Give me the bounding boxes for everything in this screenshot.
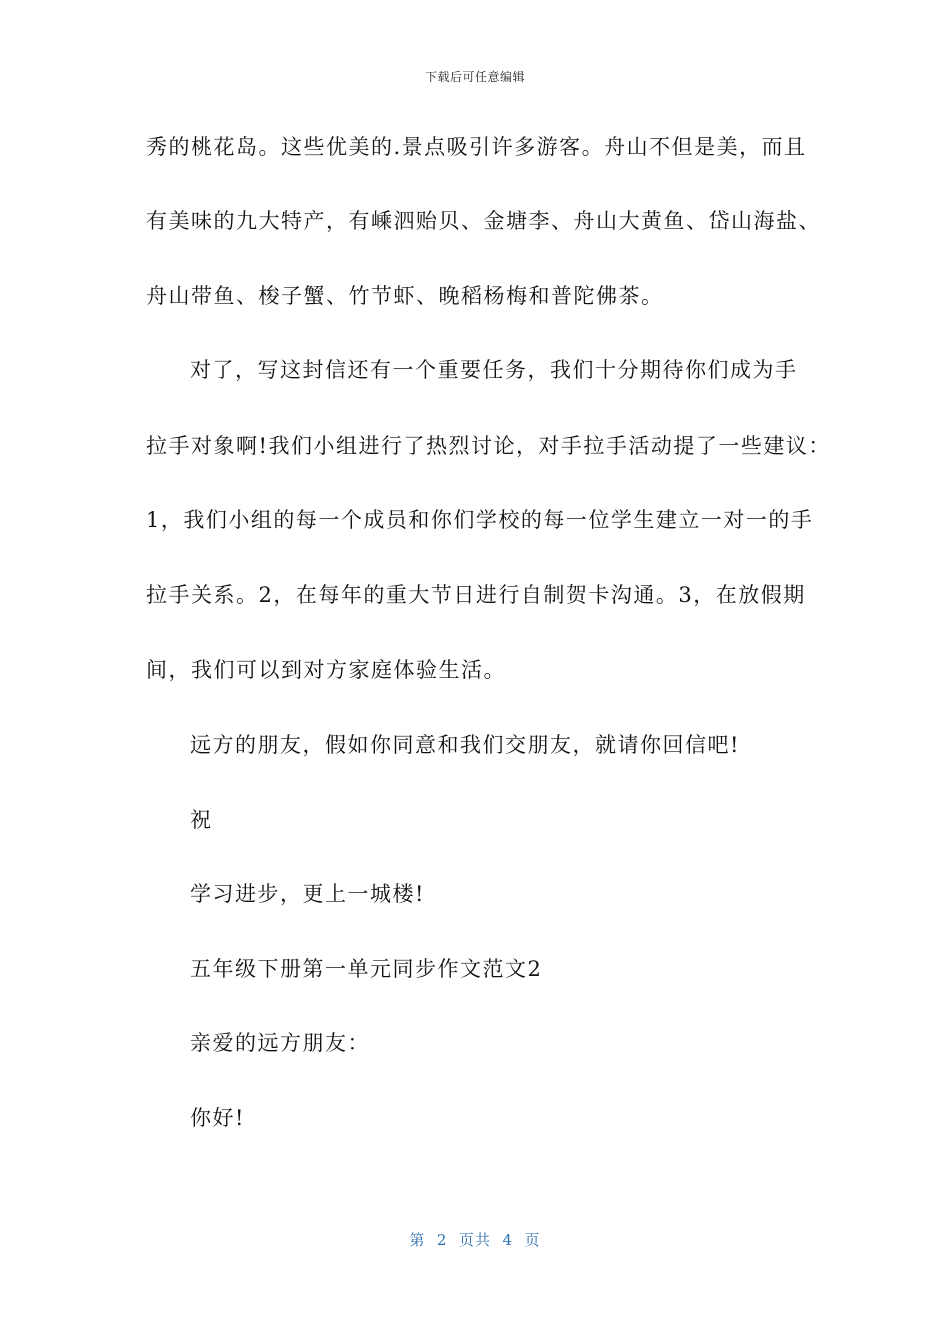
body-line: 拉手关系。2，在每年的重大节日进行自制贺卡沟通。3，在放假期 — [146, 583, 806, 607]
body-line: 1，我们小组的每一个成员和你们学校的每一位学生建立一对一的手 — [146, 508, 814, 532]
body-line: 秀的桃花岛。这些优美的.景点吸引许多游客。舟山不但是美，而且 — [146, 135, 807, 159]
body-line: 拉手对象啊!我们小组进行了热烈讨论，对手拉手活动提了一些建议： — [146, 434, 831, 458]
salutation: 亲爱的远方朋友： — [190, 1031, 370, 1055]
page-number: 第 2 页共 4 页 — [409, 1231, 541, 1249]
body-line: 对了，写这封信还有一个重要任务，我们十分期待你们成为手 — [190, 358, 798, 382]
greeting: 你好! — [190, 1106, 245, 1130]
section-heading: 五年级下册第一单元同步作文范文2 — [190, 957, 543, 981]
body-line: 远方的朋友，假如你同意和我们交朋友，就请你回信吧! — [190, 733, 740, 757]
body-line: 有美味的九大特产，有嵊泗贻贝、金塘李、舟山大黄鱼、岱山海盐、 — [146, 209, 821, 233]
body-line: 学习进步，更上一城楼! — [190, 882, 425, 906]
body-line: 间，我们可以到对方家庭体验生活。 — [146, 658, 506, 682]
body-line: 祝 — [190, 808, 213, 832]
body-line: 舟山带鱼、梭子蟹、竹节虾、晚稻杨梅和普陀佛茶。 — [146, 284, 664, 308]
header-note: 下载后可任意编辑 — [424, 70, 525, 84]
